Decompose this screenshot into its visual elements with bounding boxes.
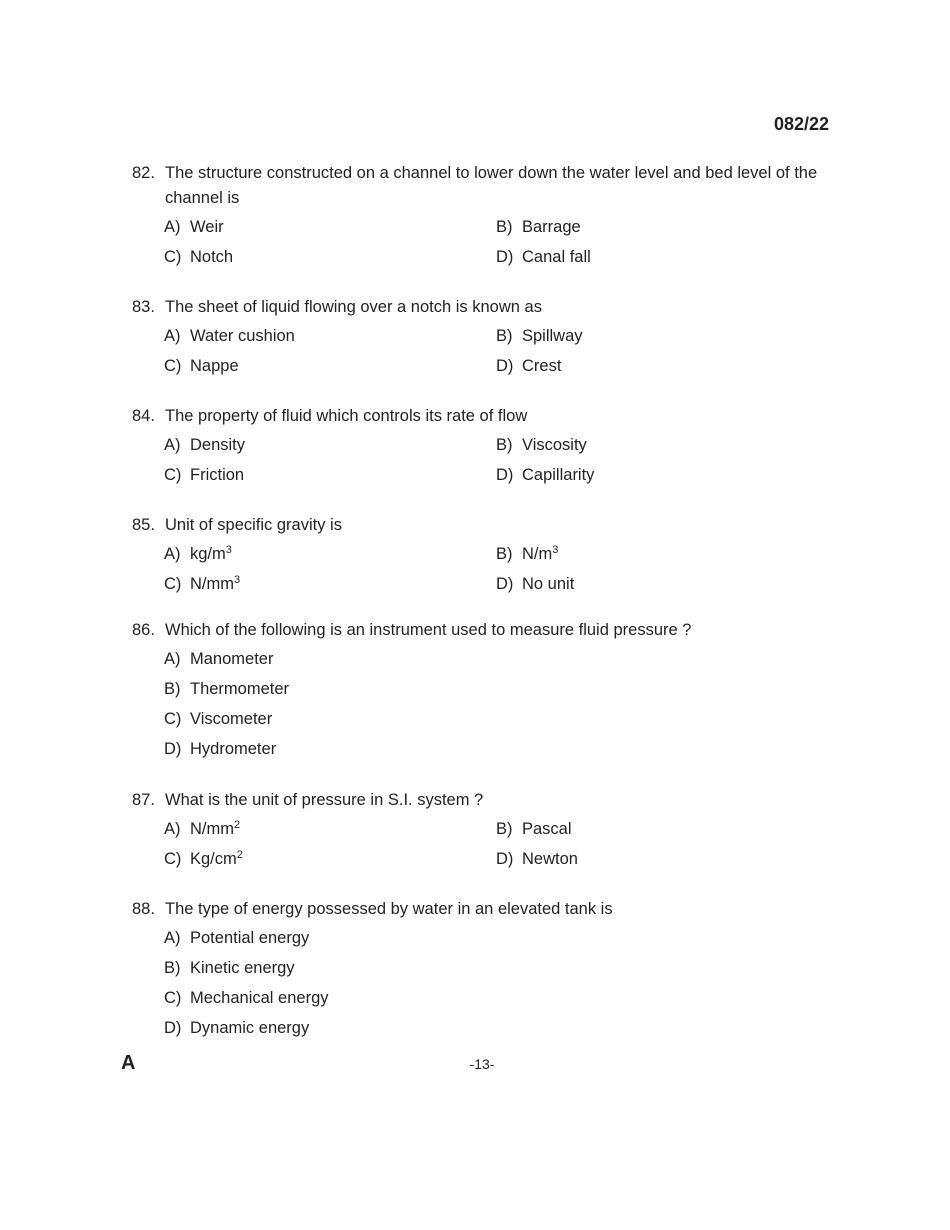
options-grid <box>164 818 832 878</box>
question-84 <box>132 404 832 494</box>
option-d: D) Crest <box>496 357 562 375</box>
option-b: B) Barrage <box>496 218 581 236</box>
option-a: A) Density <box>164 436 246 454</box>
question-number: 84. <box>132 407 155 425</box>
series-letter: A <box>121 1052 136 1074</box>
option-b: B) Thermometer <box>164 680 290 698</box>
option-c: C) $N/mm^3$ <box>164 574 241 593</box>
option-a: A) Water cushion <box>164 327 295 345</box>
question-number: 88. <box>132 900 155 918</box>
option-b: B) Viscosity <box>496 436 587 454</box>
option-b: B) Spillway <box>496 327 583 345</box>
question-text: The structure constructed on a channel to lower down the water level and bed level of the channel is <box>165 164 818 207</box>
option-d: D) No unit <box>496 575 575 593</box>
page-number: -13- <box>469 1056 495 1072</box>
question-82 <box>132 161 832 276</box>
question-text: What is the unit of pressure in S.I. system ? <box>165 791 484 809</box>
question-number: 86. <box>132 621 155 639</box>
option-a: A) $kg/m^3$ <box>164 544 232 563</box>
option-b: B) Pascal <box>496 820 572 838</box>
question-text: Unit of specific gravity is <box>165 516 342 534</box>
question-text: The property of fluid which controls its rate of flow <box>165 407 528 425</box>
question-text: Which of the following is an instrument used to measure fluid pressure ? <box>165 621 692 639</box>
option-c: C) Nappe <box>164 357 239 375</box>
option-a: A) $N/mm^2$ <box>164 819 241 838</box>
option-d: D) Capillarity <box>496 466 595 484</box>
question-85 <box>132 513 832 603</box>
option-a: A) Weir <box>164 218 224 236</box>
options-list <box>164 648 832 768</box>
question-number: 82. <box>132 164 155 182</box>
paper-code: 082/22 <box>773 114 829 134</box>
option-d: D) Hydrometer <box>164 740 277 758</box>
question-text: The sheet of liquid flowing over a notch is known as <box>165 298 542 316</box>
options-grid <box>164 325 832 385</box>
option-c: C) Mechanical energy <box>164 989 329 1007</box>
options-grid <box>164 216 832 276</box>
options-list <box>164 927 832 1047</box>
option-b: B) Kinetic energy <box>164 959 295 977</box>
options-grid <box>164 543 832 603</box>
question-number: 83. <box>132 298 155 316</box>
option-c: C) $Kg/cm^2$ <box>164 849 243 868</box>
option-d: D) Canal fall <box>496 248 591 266</box>
option-c: C) Notch <box>164 248 234 266</box>
option-d: D) Newton <box>496 850 578 868</box>
option-b: B) $N/m^3$ <box>496 544 559 563</box>
question-88 <box>132 897 832 1047</box>
option-d: D) Dynamic energy <box>164 1019 310 1037</box>
question-number: 87. <box>132 791 155 809</box>
option-c: C) Friction <box>164 466 245 484</box>
question-86 <box>132 618 832 768</box>
option-a: A) Potential energy <box>164 929 310 947</box>
question-83 <box>132 295 832 385</box>
option-a: A) Manometer <box>164 650 274 668</box>
option-c: C) Viscometer <box>164 710 273 728</box>
question-87 <box>132 788 832 878</box>
question-text: The type of energy possessed by water in an elevated tank is <box>165 900 613 918</box>
question-number: 85. <box>132 516 155 534</box>
options-grid <box>164 434 832 494</box>
